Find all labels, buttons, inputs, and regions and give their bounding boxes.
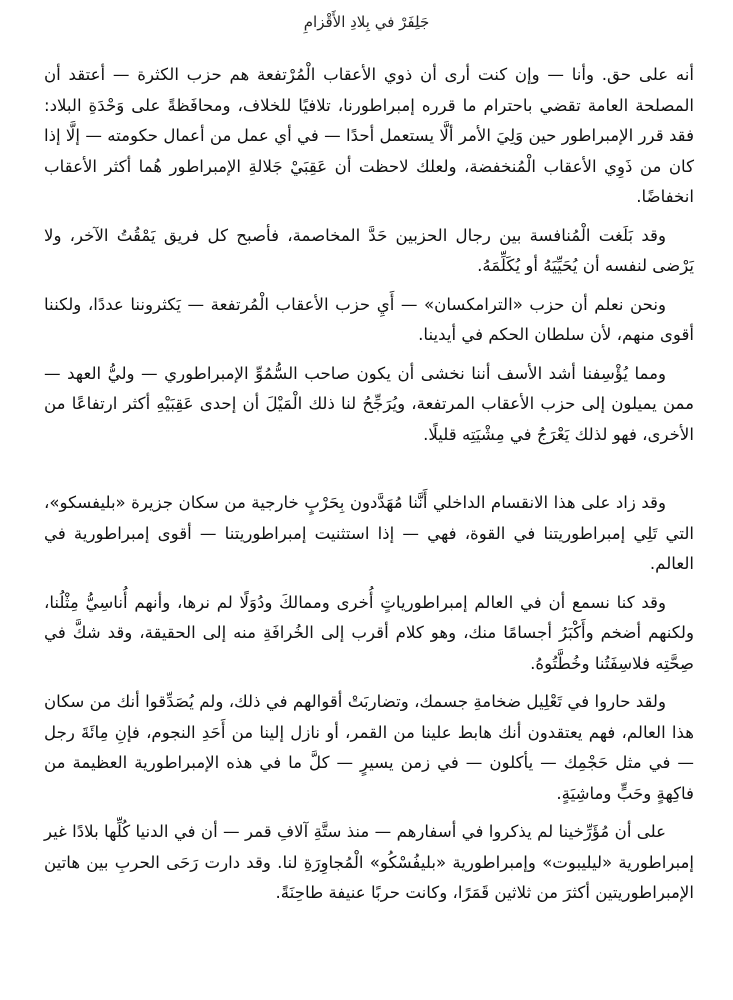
paragraph-4: ومما يُؤْسِفنا أشد الأسف أننا نخشى أن يكون صاحب السُّمُوِّ الإمبراطوري — وليُّ العهد — ممن يميلون إلى حزب الأعقاب المرتفعة، ويُرَجِّحُ لنا ذلك الْمَيْلَ أن إحدى عَقِبَيْهِ أكثر ارتفاعًا من الأخرى، فهو لذلك يَعْرَجُ في مِشْيَتِه قليلًا. — [44, 363, 694, 444]
paragraph-3: ونحن نعلم أن حزب «الترامكسان» — أَيِ حزب الأعقاب الْمُرتفعة — يَكثروننا عددًا، ولكننا أقوى منهم، لأن سلطان الحكم في أيدينا. — [44, 294, 694, 344]
paragraph-gap — [44, 213, 694, 221]
paragraph-gap — [44, 580, 694, 588]
paragraph-gap — [44, 809, 694, 817]
paragraph-8: على أن مُؤَرِّخينا لم يذكروا في أسفارهم — منذ ستَّةِ آلافِ قمر — أن في الدنيا كُلِّها بلادًا غير إمبراطورية «ليليبوت» وإمبراطورية «بليفُسْكُو» الْمُجاوِرَةِ لنا. وقد دارت رَحَى الحربِ بين هاتين الإمبراطوريتين أكثرَ من ثلاثين قَمَرًا، وكانت حربًا عنيفة طاحِنَةً. — [44, 822, 694, 902]
paragraph-gap — [44, 351, 694, 359]
paragraph-7: ولقد حاروا في تَعْلِيل ضخامةِ جسمك، وتضاربَتْ أقوالهم في ذلك، ولم يُصَدِّقوا أنك من سكان هذا العالم، فهم يعتقدون أنك هابط علينا من القمر، أو نازل إلينا من أَحَدِ النجوم، فإنِ مِائَةَ رجل — في مثل حَجْمِك — يأكلون — في زمن يسيرٍ — كلَّ ما في هذه الإمبراطورية العظيمة من فاكِهةٍ وحَبٍّ وماشِيَةٍ. — [44, 692, 694, 803]
section-gap — [44, 450, 694, 488]
paragraph-6: وقد كنا نسمع أن في العالم إمبراطورياتٍ أُخرى وممالكَ ودُوَلًا لم نرها، وأنهم أُناسِيُّ مِثْلُنا، ولكنهم أضخم وأَكْبَرُ أجسامًا منك، وهو كلام أقرب إلى الخُرافَةِ منه إلى الحقيقة، وقد شكَّ في صِحَّتِه فلاسِفَتُنا وخُطَّتُوهُ. — [44, 592, 694, 673]
paragraph-gap — [44, 679, 694, 687]
paragraph-1: أنه على حق. وأنا — وإن كنت أرى أن ذوي الأعقاب الْمُرْتفعة هم حزب الكثرة — أعتقد أن المصلحة العامة تقضي باحترام ما قرره إمبراطورنا، تلافيًا للخلاف، ومحافَظةً على وَحْدَةِ البلاد: فقد قرر الإمبراطور حين وَلِيَ الأمر ألَّا يستعمل أحدًا — في أي عمل من أعمال حكومته — إلَّا إذا كان من ذَوِي الأعقاب الْمُنخفضة، ولعلك لاحظت أن عَقِبَيْ جَلالةِ الإمبراطور هُما أكثر الأعقاب انخفاضًا. — [44, 65, 694, 206]
paragraph-gap — [44, 282, 694, 290]
running-header: جَلِفَرْ في بِلادِ الأَقْزامِ — [303, 13, 430, 31]
body-text — [44, 60, 694, 909]
paragraph-5: وقد زاد على هذا الانقسام الداخلي أَنَّنا مُهَدَّدون بِحَرْبٍ خارجية من سكان جزيرة «بليفسكو»، التي تَلِي إمبراطوريتنا في القوة، فهي — إذا استثنيت إمبراطوريتنا — أقوى إمبراطورية في العالم. — [44, 493, 694, 573]
paragraph-2: وقد بَلَغت الْمُنافسة بين رجال الحزبين حَدَّ المخاصمة، فأصبح كل فريق يَمْقُتُ الآخر، ولا يَرْضى لنفسه أن يُحَيِّيَهُ أو يُكَلِّمَهُ. — [44, 225, 694, 275]
